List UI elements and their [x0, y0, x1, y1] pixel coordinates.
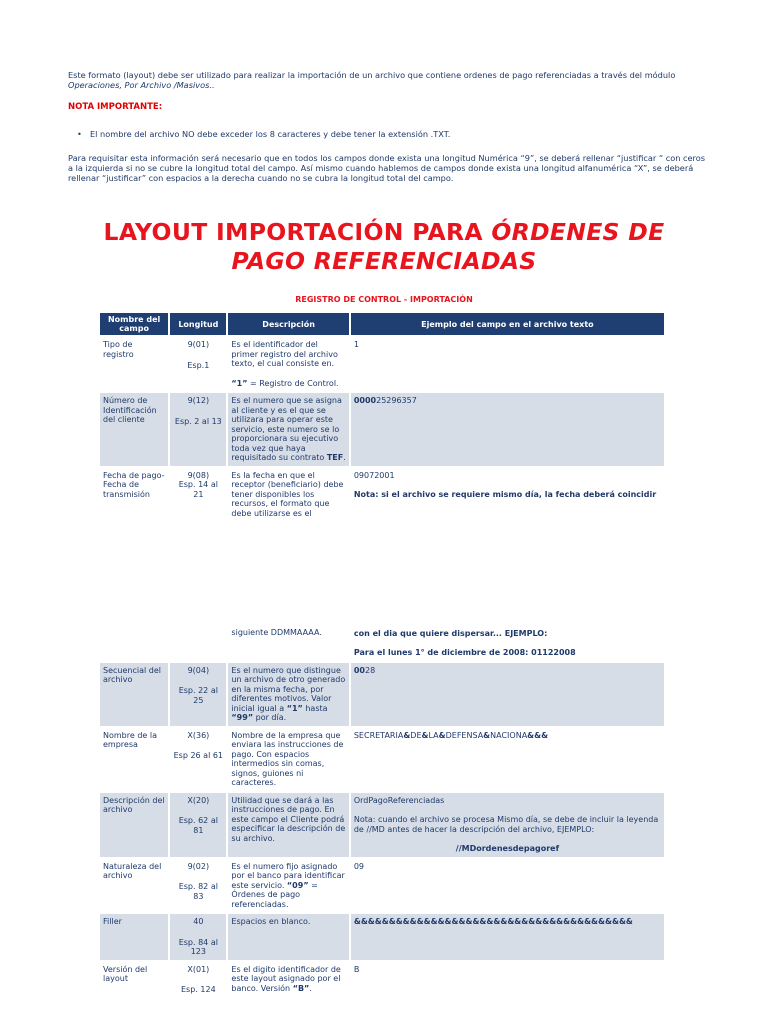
layout-table — [98, 311, 666, 1000]
desc-text: Es el numero que se asigna al cliente y es el que se utilizara para operar este servicio, este numero se lo proporcionara su ejecutivo toda vez que haya requisitado su contrato — [231, 396, 342, 462]
table-rows-4-example-html-parts-6: DEFENSA — [445, 730, 484, 740]
cell-example: &&&&&&&&&&&&&&&&&&&&&&&&&&&&&&&&&&&&&&&& — [351, 914, 664, 960]
table-row — [100, 914, 664, 960]
length-value: 9(04) — [187, 665, 210, 675]
cell-length — [170, 914, 226, 960]
cell-description: Nombre de la empresa que enviara las instrucciones de pago. Con espacios intermedios sin comas, signos, guiones ni caracteres. — [231, 730, 344, 787]
cell-length — [170, 859, 226, 913]
cell-name: Filler — [100, 914, 168, 960]
desc-bold: “1” — [231, 378, 248, 388]
cell-example: 1 — [353, 340, 359, 349]
table-row — [100, 393, 664, 466]
cell-example: B — [353, 964, 360, 974]
table-row — [100, 728, 664, 791]
header-longitud: Longitud — [170, 313, 226, 335]
desc-text: Es la fecha en que el receptor (beneficiario) debe tener disponibles los recursos, el formato que debe utilizarse es el — [231, 470, 344, 518]
section-subtitle: REGISTRO DE CONTROL - IMPORTACIÓN — [295, 295, 473, 304]
title-part2: ÓRDENES DE PAGO REFERENCIADAS — [231, 218, 665, 275]
table-row — [100, 468, 664, 661]
table-rows-4-example-html-parts-0: SECRETARIA — [353, 730, 404, 740]
table-rows-4-example-html-parts-8: NACIONA — [490, 730, 528, 740]
table-rows-4-example-html-parts-7: & — [483, 730, 491, 740]
cell-name: Naturaleza del archivo — [103, 861, 162, 880]
example-note-2: con el dia que quiere dispersar... EJEMPLO: — [353, 628, 548, 638]
nota-importante-label: NOTA IMPORTANTE: — [68, 102, 163, 112]
instructions-paragraph: Para requisitar esta información será necesario que en todos los campos donde exista una longitud Numérica “9”, se deberá rellenar “justificar “ con ceros a la izquierda si no se cubre la longitud total del campo. Así mismo cuando hablemos de campos donde exista una longitud alfanumérica “X”, se deberá rellenar “justificar” con espacios a la derecha cuando no se cubra la longitud total del campo. — [68, 153, 705, 183]
example-text: 25296357 — [376, 396, 417, 405]
table-rows-4-example-html-parts-3: & — [421, 730, 429, 740]
length-value: 40 — [193, 917, 204, 926]
cell-name: Secuencial del archivo — [100, 663, 168, 726]
cell-length — [170, 728, 226, 791]
position-value: Esp 26 al 61 — [173, 751, 224, 760]
cell-length — [170, 337, 226, 391]
table-row — [100, 793, 664, 857]
desc-text: Es el digito identificador de este layout asignado por el banco. Versión — [231, 964, 341, 993]
title-part1: LAYOUT IMPORTACIÓN PARA — [103, 218, 492, 246]
length-value: X(36) — [187, 730, 210, 740]
cell-description: Utilidad que se dará a las instrucciones de pago. En este campo el Cliente podrá especificar la descripción de su archivo. — [228, 793, 348, 857]
table-row — [100, 663, 664, 726]
table-row — [100, 962, 664, 998]
desc-continuation: siguiente DDMMAAAA. — [231, 628, 322, 637]
length-value: 9(02) — [187, 861, 210, 871]
position-value: Esp. 82 al 83 — [178, 882, 218, 901]
position-value: Esp. 2 al 13 — [174, 416, 222, 426]
page-title — [68, 218, 700, 276]
example-bold: 00 — [353, 665, 365, 675]
table-header-row — [100, 313, 664, 335]
cell-name: Descripción del archivo — [100, 793, 168, 857]
bullet-text: El nombre del archivo NO debe exceder los 8 caracteres y debe tener la extensión .TXT. — [90, 129, 451, 139]
cell-description — [228, 962, 348, 998]
table-rows-4-example-html-parts-2: DE — [410, 730, 422, 740]
example-text: 28 — [364, 665, 376, 675]
length-value: 9(12) — [187, 396, 210, 405]
cell-name: Nombre de la empresa — [103, 730, 157, 749]
position-value: Esp. 22 al 25 — [178, 686, 218, 705]
cell-description — [228, 663, 348, 726]
length-value: 9(01) — [187, 340, 210, 349]
cell-example — [351, 393, 664, 466]
example-note-bold: //MDordenesdepagoref — [455, 844, 560, 853]
position-value: Esp. 84 al 123 — [178, 937, 218, 956]
cell-length — [170, 793, 226, 857]
cell-length — [170, 962, 226, 998]
desc-mid: hasta — [302, 703, 328, 713]
cell-example: 09 — [353, 861, 365, 871]
table-rows-4-example-html-parts-9: &&& — [527, 730, 549, 740]
cell-example — [351, 468, 664, 661]
desc-end: . — [309, 983, 312, 993]
header-descripcion: Descripción — [228, 313, 348, 335]
desc-bold: “09” — [286, 880, 309, 890]
bullet-dot-icon: • — [77, 129, 82, 139]
example-text: OrdPagoReferenciadas — [353, 795, 445, 805]
intro-module-path: Operaciones, Por Archivo /Masivos.. — [68, 80, 215, 90]
cell-name: Tipo de registro — [103, 340, 134, 359]
bullet-item — [77, 129, 451, 139]
length-value: X(20) — [187, 795, 210, 805]
table-row — [100, 337, 664, 391]
desc-bold: TEF — [326, 453, 344, 462]
cell-name: Fecha de pago- Fecha de transmisión — [103, 470, 165, 499]
example-text: 09072001 — [353, 470, 395, 480]
intro-paragraph — [68, 70, 708, 90]
example-note-3: Para el lunes 1° de diciembre de 2008: 01122008 — [353, 648, 576, 657]
length-value: X(01) — [187, 964, 210, 974]
position-value: Esp. 62 al 81 — [178, 816, 218, 835]
header-nombre: Nombre del campo — [100, 313, 168, 335]
desc-text: Es el identificador del primer registro del archivo texto, el cual consiste en. — [231, 340, 338, 368]
cell-example — [351, 793, 664, 857]
length-value: 9(08) — [187, 470, 210, 480]
cell-example — [351, 663, 664, 726]
desc-bold: “1” — [286, 703, 303, 713]
cell-description: Es el numero que se asigna al cliente y es el que se utilizara para operar este servicio, este numero se lo proporcionara su ejecutivo toda vez que haya requisitado su contrato TEF. — [228, 393, 348, 466]
header-ejemplo: Ejemplo del campo en el archivo texto — [351, 313, 664, 335]
desc-bold: “B” — [292, 983, 310, 993]
desc-end: por día. — [253, 713, 287, 722]
table-rows-4-example-html-parts-4: LA — [428, 730, 439, 740]
cell-length — [170, 663, 226, 726]
example-bold: 0000 — [353, 396, 377, 405]
desc-end: = Órdenes de pago referenciadas. — [231, 880, 318, 909]
table-row — [100, 859, 664, 913]
desc-text-2: = Registro de Control. — [247, 378, 339, 388]
position-value: Esp. 124 — [181, 985, 216, 994]
desc-bold-2: “99” — [231, 713, 254, 722]
desc-text: Es el numero que distingue un archivo de otro generado en la misma fecha, por diferentes motivos. Valor inicial igual a — [231, 665, 346, 713]
table-rows-4-example-html-parts-5: & — [438, 730, 446, 740]
cell-description — [228, 337, 348, 391]
position-value: Esp. 14 al 21 — [178, 480, 218, 499]
cell-example — [351, 728, 664, 791]
cell-name: Versión del layout — [103, 964, 148, 983]
intro-text: Este formato (layout) debe ser utilizado para realizar la importación de un archivo que contiene ordenes de pago referenciadas a través del módulo — [68, 70, 676, 80]
cell-length — [170, 393, 226, 466]
cell-description — [228, 859, 348, 913]
cell-description — [228, 468, 348, 661]
example-note: Nota: cuando el archivo se procesa Mismo día, se debe de incluir la leyenda de //MD antes de hacer la descripción del archivo, EJEMPLO: — [353, 815, 659, 834]
desc-text: Es el numero fijo asignado por el banco para identificar este servicio. — [231, 861, 345, 890]
cell-description: Espacios en blanco. — [228, 914, 348, 960]
position-value: Esp.1 — [187, 360, 210, 370]
cell-name: Número de Identificación del cliente — [100, 393, 168, 466]
example-note: Nota: si el archivo se requiere mismo día, la fecha deberá coincidir — [353, 490, 657, 499]
table-rows-4-example-html-parts-1: & — [403, 730, 411, 740]
cell-length — [170, 468, 226, 661]
